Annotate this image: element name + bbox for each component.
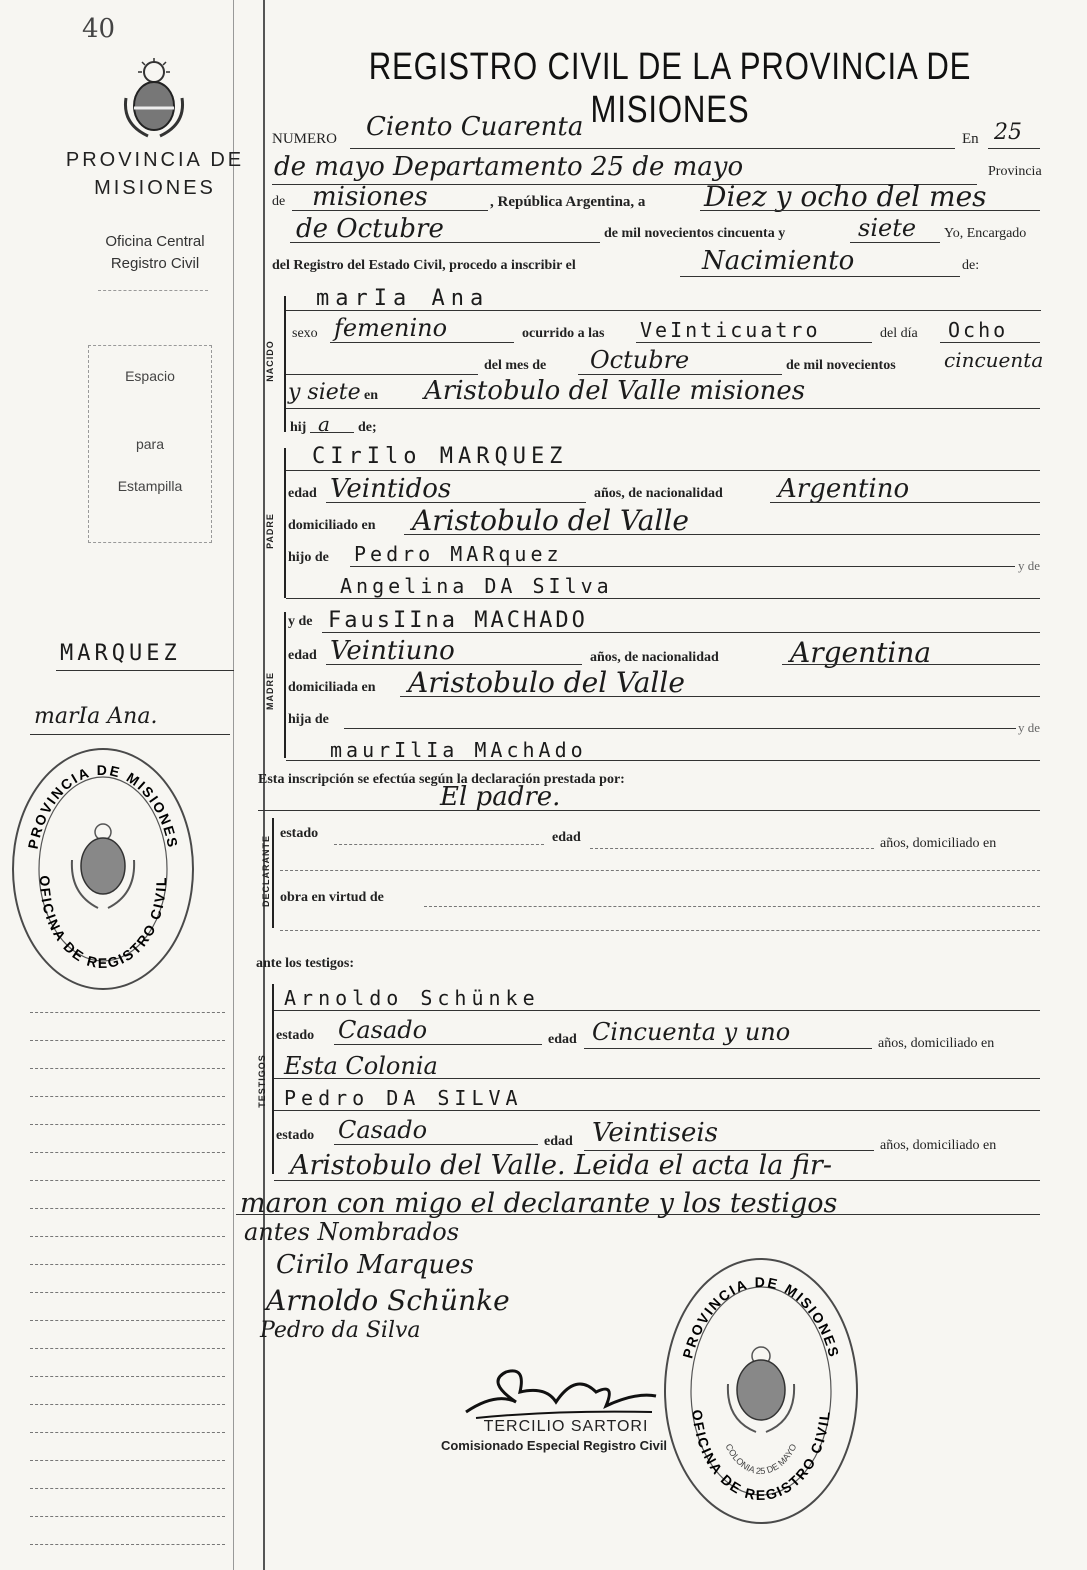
officer-signature bbox=[456, 1362, 666, 1424]
obra-label: obra en virtud de bbox=[280, 890, 384, 905]
en-value: 25 bbox=[994, 120, 1022, 145]
mother-edad-label: edad bbox=[288, 648, 317, 663]
witness-1-domicile: Esta Colonia bbox=[284, 1052, 438, 1080]
encargado-text: Yo, Encargado bbox=[944, 226, 1027, 241]
father-edad-value: Veintidos bbox=[330, 474, 452, 504]
paternal-grandfather: Pedro MARquez bbox=[354, 542, 563, 566]
right-seal-bottom-text: OFICINA DE REGISTRO CIVIL bbox=[689, 1408, 833, 1504]
father-name: CIrIlo MARQUEZ bbox=[312, 444, 568, 469]
closing-line-1: maron con migo el declarante y los testigos bbox=[240, 1188, 838, 1219]
witness-1-name: Arnoldo Schünke bbox=[284, 986, 540, 1010]
witness-1-edad-value: Cincuenta y uno bbox=[592, 1018, 791, 1046]
witness-1-estado-value: Casado bbox=[338, 1016, 428, 1044]
margin-given-name: marIa Ana. bbox=[34, 704, 158, 729]
declarante-anos-label: años, domiciliado en bbox=[880, 836, 997, 851]
witness-1-edad-label: edad bbox=[548, 1032, 577, 1047]
declarante-edad-label: edad bbox=[552, 830, 581, 845]
republica-text: , República Argentina, a bbox=[490, 194, 646, 210]
provincia-label: Provincia bbox=[988, 164, 1042, 179]
mother-dom-value: Aristobulo del Valle bbox=[408, 666, 685, 699]
child-name: marIa Ana bbox=[316, 286, 490, 311]
left-seal bbox=[12, 748, 194, 990]
birth-year-label: de mil novecientos bbox=[786, 358, 896, 373]
de-colon: de: bbox=[962, 258, 980, 273]
father-dom-value: Aristobulo del Valle bbox=[412, 504, 689, 537]
witness-1-anos-label: años, domiciliado en bbox=[878, 1036, 995, 1051]
office-label: Oficina Central bbox=[105, 233, 205, 250]
hij-label: hij bbox=[290, 420, 307, 435]
hour-value: VeInticuatro bbox=[640, 318, 821, 342]
witness-2-anos-label: años, domiciliado en bbox=[880, 1138, 997, 1153]
year-text: de mil novecientos cincuenta y bbox=[604, 226, 786, 241]
del-mes-label: del mes de bbox=[484, 358, 547, 373]
witness-2-edad-label: edad bbox=[544, 1134, 573, 1149]
ocurrido-label: ocurrido a las bbox=[522, 326, 605, 341]
declaration-text: Esta inscripción se efectúa según la declaración prestada por: bbox=[258, 772, 625, 787]
nacido-section-label: NACIDO bbox=[265, 340, 275, 382]
page-title: REGISTRO CIVIL DE LA PROVINCIA DE MISIONES bbox=[368, 46, 972, 131]
witness-2-estado-value: Casado bbox=[338, 1116, 428, 1144]
margin-line-2 bbox=[30, 734, 230, 735]
de-semicolon: de; bbox=[358, 420, 377, 435]
margin-surname: MARQUEZ bbox=[60, 641, 181, 666]
mother-name: FausIIna MACHADO bbox=[328, 608, 588, 633]
margin-line-1 bbox=[56, 670, 234, 671]
del-dia-label: del día bbox=[880, 326, 918, 341]
mother-nac-label: años, de nacionalidad bbox=[590, 650, 719, 665]
page-number: 40 bbox=[82, 14, 116, 44]
date-value: Diez y ocho del mes bbox=[704, 180, 987, 213]
de-label: de bbox=[272, 194, 286, 209]
hij-value: a bbox=[318, 412, 330, 436]
paternal-grandmother: Angelina DA SIlva bbox=[340, 574, 613, 598]
right-seal bbox=[664, 1258, 858, 1524]
mother-edad-value: Veintiuno bbox=[330, 636, 455, 666]
father-dom-label: domiciliado en bbox=[288, 518, 376, 533]
right-seal-top-text: PROVINCIA DE MISIONES bbox=[679, 1273, 843, 1361]
signature-witness-2: Pedro da Silva bbox=[260, 1318, 421, 1343]
numero-label: NUMERO bbox=[272, 131, 338, 147]
closing-line-2: antes Nombrados bbox=[244, 1218, 460, 1246]
officer-title: Comisionado Especial Registro Civil bbox=[440, 1438, 668, 1453]
mother-nac-value: Argentina bbox=[790, 636, 932, 669]
sexo-value: femenino bbox=[334, 314, 448, 342]
declarante-section-label: DECLARANTE bbox=[261, 835, 271, 907]
signature-witness-1: Arnoldo Schünke bbox=[266, 1284, 510, 1317]
father-y-de-label: y de bbox=[1018, 558, 1041, 573]
department-value: de mayo Departamento 25 de mayo bbox=[274, 152, 744, 182]
province-label: PROVINCIA DE MISIONES bbox=[65, 149, 245, 199]
divider bbox=[98, 290, 208, 291]
stamp-box bbox=[88, 345, 212, 543]
witness-2-domicile: Aristobulo del Valle. Leida el acta la fir- bbox=[290, 1150, 832, 1181]
registry-label: Registro Civil bbox=[110, 255, 200, 272]
en-label: En bbox=[962, 131, 979, 147]
birth-year-value-2: y siete bbox=[288, 380, 361, 405]
declarant-value: El padre. bbox=[440, 782, 561, 812]
birth-year-value: cincuenta bbox=[944, 348, 1044, 372]
coat-of-arms-icon bbox=[118, 58, 190, 138]
registro-text: del Registro del Estado Civil, procedo a inscribir el bbox=[272, 258, 576, 273]
stamp-box-text-1: Espacio bbox=[125, 368, 175, 384]
witnesses-heading: ante los testigos: bbox=[256, 956, 354, 971]
left-seal-top-text: PROVINCIA DE MISIONES bbox=[24, 761, 182, 851]
left-seal-bottom-text: OFICINA DE REGISTRO CIVIL bbox=[36, 875, 170, 972]
act-type-value: Nacimiento bbox=[702, 246, 855, 276]
father-edad-label: edad bbox=[288, 486, 317, 501]
mother-hija-label: hija de bbox=[288, 712, 329, 727]
mother-dom-label: domiciliada en bbox=[288, 680, 376, 695]
birth-month-value: Octubre bbox=[590, 346, 690, 374]
witness-1-estado-label: estado bbox=[276, 1028, 315, 1043]
mother-y-de-label: y de bbox=[288, 614, 313, 629]
stamp-box-text-3: Estampilla bbox=[117, 478, 183, 494]
en-place-label: en bbox=[364, 388, 378, 403]
padre-section-label: PADRE bbox=[265, 513, 275, 549]
maternal-grandmother: maurIlIa MAchAdo bbox=[330, 738, 587, 762]
father-nac-label: años, de nacionalidad bbox=[594, 486, 723, 501]
testigos-section-label: TESTIGOS bbox=[257, 1054, 267, 1108]
right-seal-inner-text: COLONIA 25 DE MAYO bbox=[723, 1442, 799, 1477]
witness-2-estado-label: estado bbox=[276, 1128, 315, 1143]
month-value: de Octubre bbox=[296, 214, 444, 244]
stamp-box-text-2: para bbox=[135, 436, 165, 452]
numero-value: Ciento Cuarenta bbox=[366, 112, 584, 142]
officer-name: TERCILIO SARTORI bbox=[483, 1418, 649, 1435]
mother-y-de-label-2: y de bbox=[1018, 720, 1041, 735]
witness-2-edad-value: Veintiseis bbox=[592, 1118, 718, 1148]
father-hijo-label: hijo de bbox=[288, 550, 329, 565]
sexo-label: sexo bbox=[292, 326, 318, 341]
father-nac-value: Argentino bbox=[778, 474, 910, 504]
witness-2-name: Pedro DA SILVA bbox=[284, 1086, 523, 1110]
signature-father: Cirilo Marques bbox=[276, 1250, 474, 1280]
year-value: siete bbox=[858, 214, 917, 242]
birth-place-value: Aristobulo del Valle misiones bbox=[424, 376, 806, 406]
province-value: misiones bbox=[312, 182, 428, 212]
madre-section-label: MADRE bbox=[265, 672, 275, 710]
declarante-estado-label: estado bbox=[280, 826, 319, 841]
day-value: Ocho bbox=[948, 318, 1009, 342]
